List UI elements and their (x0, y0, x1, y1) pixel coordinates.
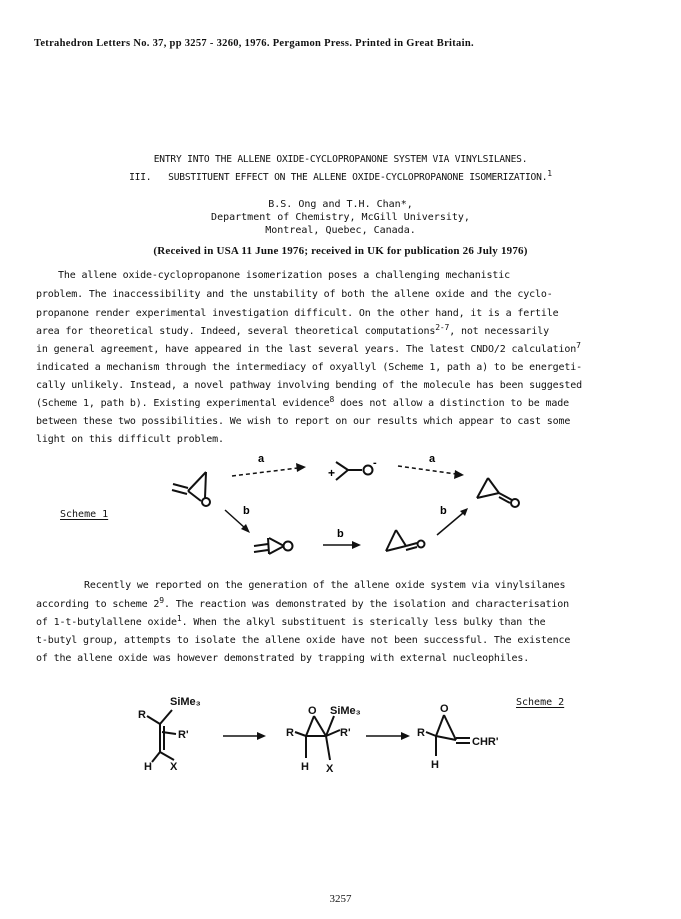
path-b-arrowhead-2 (352, 541, 361, 549)
cyclopropanone-bond (488, 478, 499, 493)
citation-ref: 1 (176, 614, 182, 623)
minus-charge: - (373, 457, 377, 469)
paragraph-1-line: area for theoretical study. Indeed, several theoretical computations$^{2-7}$, not necessarily (36, 323, 550, 337)
path-a-label: a (429, 453, 436, 465)
path-a-arrowhead-2 (454, 470, 464, 479)
h-label: H (431, 759, 439, 771)
plus-charge: + (328, 466, 336, 480)
page-number: 3257 (329, 893, 352, 905)
paragraph-2-line: Recently we reported on the generation of the allene oxide system via vinylsilanes (84, 580, 566, 591)
chr-label: CHR' (472, 736, 499, 748)
r-prime-label: R' (178, 729, 189, 741)
h-label: H (301, 761, 309, 773)
title-line-2 (0, 169, 681, 183)
ring-bond (268, 538, 269, 554)
ring-bond (188, 472, 206, 491)
paragraph-1-line: (Scheme 1, path b). Existing experimental evidence$^8$ does not allow a distinction to be made (36, 395, 570, 409)
r-prime-label: R' (340, 727, 351, 739)
r-label: R (286, 727, 294, 739)
ring-bond (436, 736, 456, 740)
x-label: X (170, 761, 178, 773)
h-label: H (144, 761, 152, 773)
paragraph-1-line: light on this difficult problem. (36, 434, 224, 445)
path-a-arrow-2 (398, 466, 456, 474)
ring-bond (269, 538, 284, 546)
scheme-1-label: Scheme 1 (60, 509, 109, 520)
r-bond (295, 732, 306, 736)
oxygen-atom (284, 542, 293, 551)
r-bond (147, 716, 160, 724)
journal-header: Tetrahedron Letters No. 37, pp 3257 - 3260, 1976. Pergamon Press. Printed in Great Britain. (34, 38, 474, 49)
product-ring-bond (396, 530, 406, 546)
title-roman-numeral: III. (129, 172, 152, 183)
bent-double-bond (254, 544, 268, 546)
product-carbonyl (406, 547, 417, 550)
reaction-arrowhead-2 (401, 732, 410, 740)
paragraph-2-line: according to scheme $2^9$. The reaction was demonstrated by the isolation and characterisation (36, 596, 570, 610)
path-b-label: b (440, 505, 447, 517)
author-affiliation: Department of Chemistry, McGill University, (211, 212, 470, 223)
allene-double-bond-2 (172, 490, 187, 494)
citation-ref: 7 (576, 341, 581, 350)
ring-bond (188, 491, 201, 501)
scheme-2-diagram (130, 690, 510, 790)
allene-double-bond-1 (173, 484, 188, 488)
path-a-arrowhead-1 (296, 463, 306, 472)
paragraph-2-line: t-butyl group, attempts to isolate the allene oxide have not been successful. The existence (36, 635, 571, 646)
paragraph-1-line: cally unlikely. Instead, a novel pathway involving bending of the molecule has been suggested (36, 380, 582, 391)
paragraph-1-line: propanone render experimental investigation difficult. On the other hand, it is a fertile (36, 308, 559, 319)
paragraph-1-line: problem. The inaccessibility and the unstability of both the allene oxide and the cyclo- (36, 289, 553, 300)
oxygen-atom (202, 498, 210, 506)
citation-ref: 8 (329, 395, 335, 404)
oxygen-atom (364, 466, 373, 475)
ring-bond (269, 546, 284, 554)
paragraph-1-line: in general agreement, have appeared in the last several years. The latest CNDO/2 calculation$^7$ (36, 341, 581, 355)
paragraph-1-line: The allene oxide-cyclopropanone isomerization poses a challenging mechanistic (58, 270, 511, 281)
product-carbonyl (406, 543, 417, 546)
author-names: B.S. Ong and T.H. Chan*, (268, 199, 413, 210)
o-label: O (308, 705, 317, 717)
reaction-arrowhead-1 (257, 732, 266, 740)
ring-bond (444, 715, 456, 740)
path-b-arrow-1 (225, 510, 245, 528)
x-bond (326, 736, 330, 760)
paragraph-1-line: between these two possibilities. We wish to report on our results which appear to cast some (36, 416, 571, 427)
o-label: O (440, 703, 449, 715)
oxygen-atom (418, 541, 425, 548)
title-subtitle: SUBSTITUENT EFFECT ON THE ALLENE OXIDE-CYCLOPROPANONE ISOMERIZATION. (168, 172, 548, 183)
scheme-2-label: Scheme 2 (516, 697, 565, 708)
path-b-label: b (337, 528, 344, 540)
ring-bond (314, 716, 326, 736)
title-ref: 1 (547, 169, 552, 178)
oxyallyl-bond (336, 462, 348, 470)
sime3-label: SiMe₃ (330, 705, 361, 717)
paragraph-2-line: of the allene oxide was however demonstrated by trapping with external nucleophiles. (36, 653, 530, 664)
r-bond (426, 732, 436, 736)
oxyallyl-bond (336, 470, 348, 480)
path-a-label: a (258, 453, 265, 465)
path-a-arrow-1 (232, 468, 298, 476)
citation-ref: 9 (159, 596, 164, 605)
citation-ref: 2-7 (435, 323, 450, 332)
author-location: Montreal, Quebec, Canada. (265, 225, 416, 236)
paragraph-1-line: indicated a mechanism through the intermediacy of oxyallyl (Scheme 1, path a) to be energeti- (36, 362, 582, 373)
si-bond (160, 710, 172, 724)
title-line-1: ENTRY INTO THE ALLENE OXIDE-CYCLOPROPANONE SYSTEM VIA VINYLSILANES. (153, 154, 528, 165)
r-label: R (138, 709, 146, 721)
received-dates: (Received in USA 11 June 1976; received in UK for publication 26 July 1976) (153, 245, 528, 257)
h-bond (152, 752, 160, 762)
x-label: X (326, 763, 334, 775)
r-label: R (417, 727, 425, 739)
ring-bond (306, 716, 314, 736)
bent-double-bond (254, 550, 268, 552)
ring-bond (205, 472, 206, 498)
oxygen-atom (511, 499, 519, 507)
path-b-label: b (243, 505, 250, 517)
sime3-label: SiMe₃ (170, 696, 201, 708)
x-bond (160, 752, 174, 760)
ring-bond (436, 715, 444, 736)
scheme-1-diagram (150, 448, 550, 558)
paragraph-2-line: of 1-t-butylallene oxide$^1$. When the alkyl substituent is sterically less bulky than the (36, 614, 546, 628)
